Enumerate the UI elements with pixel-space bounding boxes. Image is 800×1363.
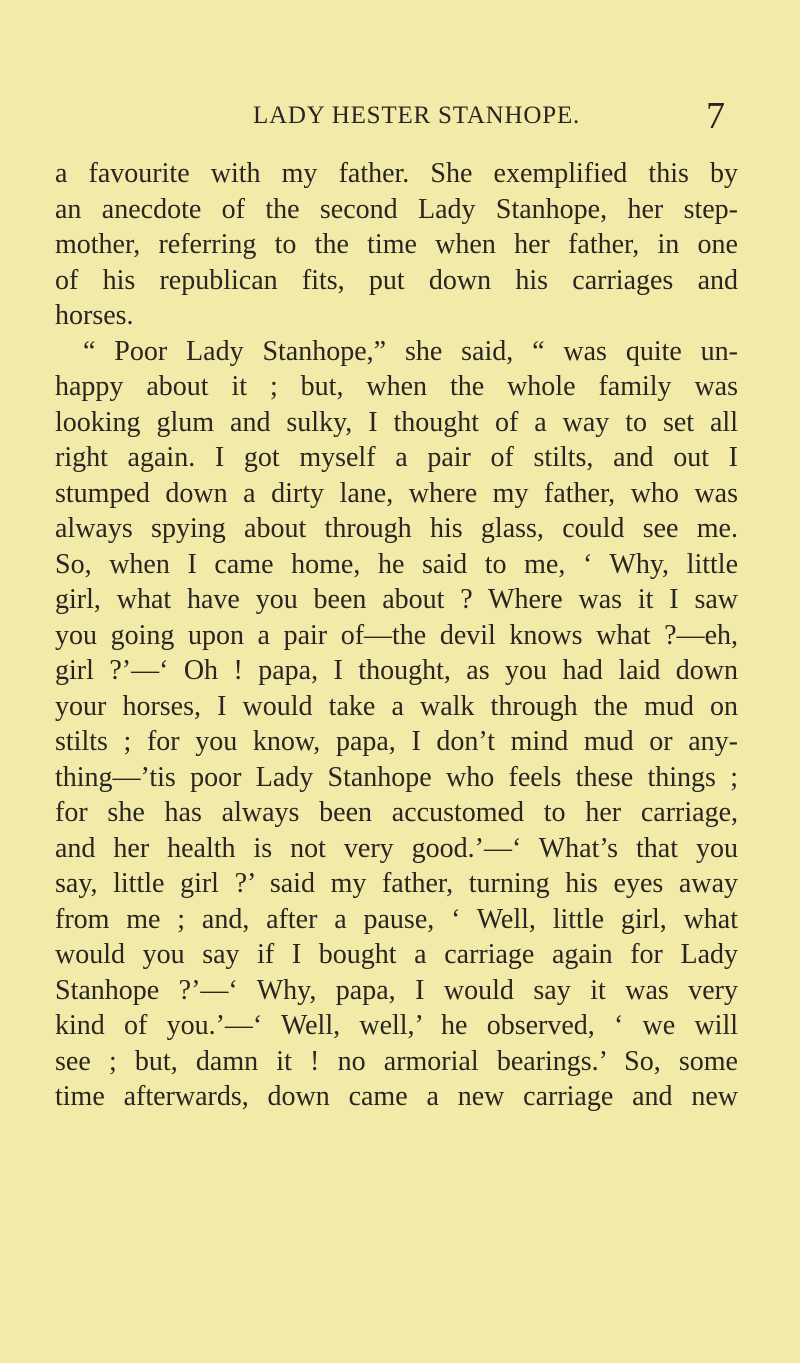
running-title: LADY HESTER STANHOPE. (253, 102, 581, 129)
text-line: of his republican fits, put down his carriages and (55, 264, 738, 296)
body-text (55, 156, 738, 1115)
text-line: thing—’tis poor Lady Stanhope who feels these things ; (55, 761, 738, 793)
text-line: “ Poor Lady Stanhope,” she said, “ was quite un- (83, 335, 738, 367)
text-line: happy about it ; but, when the whole family was (55, 371, 738, 402)
text-line: for she has always been accustomed to her carriage, (55, 797, 738, 828)
text-line: right again. I got myself a pair of stilts, and out I (55, 442, 738, 473)
text-line: see ; but, damn it ! no armorial bearings.’ So, some (55, 1045, 738, 1077)
text-line: looking glum and sulky, I thought of a way to set all (55, 406, 738, 438)
text-line: stilts ; for you know, papa, I don’t mind mud or any- (55, 726, 738, 757)
text-line: mother, referring to the time when her father, in one (55, 229, 738, 260)
text-line: a favourite with my father. She exemplified this by (55, 158, 738, 189)
text-line: horses. (55, 300, 134, 331)
text-line: and her health is not very good.’—‘ What’s that you (55, 832, 738, 864)
text-line: an anecdote of the second Lady Stanhope, her step- (55, 193, 738, 225)
text-line: would you say if I bought a carriage again for Lady (55, 939, 738, 970)
text-line: kind of you.’—‘ Well, well,’ he observed, ‘ we will (55, 1010, 738, 1041)
text-line: Stanhope ?’—‘ Why, papa, I would say it was very (55, 974, 738, 1006)
text-line: stumped down a dirty lane, where my father, who was (55, 477, 738, 509)
text-line: girl, what have you been about ? Where was it I saw (55, 584, 738, 615)
page-header (0, 95, 800, 138)
text-line: always spying about through his glass, could see me. (55, 513, 738, 544)
text-line: your horses, I would take a walk through the mud on (55, 690, 738, 722)
text-line: time afterwards, down came a new carriage and new (55, 1081, 738, 1112)
text-line: say, little girl ?’ said my father, turning his eyes away (55, 868, 738, 899)
text-line: you going upon a pair of—the devil knows what ?—eh, (55, 619, 738, 651)
text-line: from me ; and, after a pause, ‘ Well, little girl, what (55, 903, 738, 935)
page-number: 7 (706, 95, 725, 137)
text-line: So, when I came home, he said to me, ‘ Why, little (55, 548, 738, 580)
text-line: girl ?’—‘ Oh ! papa, I thought, as you had laid down (55, 655, 738, 686)
